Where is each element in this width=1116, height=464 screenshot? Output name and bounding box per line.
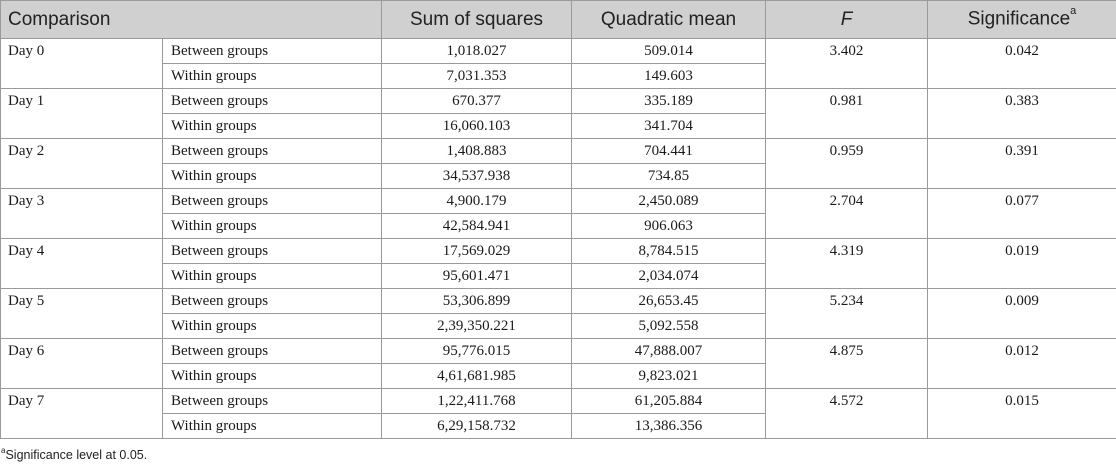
cell-significance: 0.383 bbox=[928, 89, 1116, 139]
cell-sum-of-squares: 6,29,158.732 bbox=[382, 414, 572, 439]
cell-f: 5.234 bbox=[766, 289, 928, 339]
cell-significance: 0.019 bbox=[928, 239, 1116, 289]
cell-quadratic-mean: 9,823.021 bbox=[572, 364, 766, 389]
header-significance-marker: a bbox=[1070, 5, 1077, 18]
cell-quadratic-mean: 704.441 bbox=[572, 139, 766, 164]
table-row-between bbox=[1, 289, 1116, 314]
footnote-text: Significance level at 0.05. bbox=[5, 448, 148, 463]
cell-quadratic-mean: 2,034.074 bbox=[572, 264, 766, 289]
table-footnote bbox=[1, 447, 147, 462]
cell-sum-of-squares: 95,776.015 bbox=[382, 339, 572, 364]
cell-sum-of-squares: 53,306.899 bbox=[382, 289, 572, 314]
cell-sum-of-squares: 1,018.027 bbox=[382, 39, 572, 64]
cell-group-between: Between groups bbox=[163, 89, 382, 114]
cell-quadratic-mean: 341.704 bbox=[572, 114, 766, 139]
cell-significance: 0.012 bbox=[928, 339, 1116, 389]
cell-significance: 0.391 bbox=[928, 139, 1116, 189]
cell-sum-of-squares: 4,61,681.985 bbox=[382, 364, 572, 389]
cell-group-between: Between groups bbox=[163, 139, 382, 164]
cell-day: Day 0 bbox=[1, 39, 163, 89]
cell-day: Day 6 bbox=[1, 339, 163, 389]
cell-quadratic-mean: 2,450.089 bbox=[572, 189, 766, 214]
header-sum-of-squares: Sum of squares bbox=[382, 1, 572, 39]
cell-group-within: Within groups bbox=[163, 264, 382, 289]
cell-f: 4.875 bbox=[766, 339, 928, 389]
cell-f: 2.704 bbox=[766, 189, 928, 239]
table-header bbox=[1, 1, 1116, 39]
header-quadratic-mean: Quadratic mean bbox=[572, 1, 766, 39]
cell-day: Day 7 bbox=[1, 389, 163, 439]
cell-significance: 0.015 bbox=[928, 389, 1116, 439]
cell-quadratic-mean: 5,092.558 bbox=[572, 314, 766, 339]
cell-f: 3.402 bbox=[766, 39, 928, 89]
cell-significance: 0.009 bbox=[928, 289, 1116, 339]
cell-significance: 0.077 bbox=[928, 189, 1116, 239]
cell-group-within: Within groups bbox=[163, 114, 382, 139]
cell-group-within: Within groups bbox=[163, 214, 382, 239]
cell-day: Day 3 bbox=[1, 189, 163, 239]
table-row-between bbox=[1, 139, 1116, 164]
cell-quadratic-mean: 26,653.45 bbox=[572, 289, 766, 314]
table-row-between bbox=[1, 339, 1116, 364]
cell-quadratic-mean: 13,386.356 bbox=[572, 414, 766, 439]
table-row-between bbox=[1, 389, 1116, 414]
cell-group-within: Within groups bbox=[163, 364, 382, 389]
cell-group-within: Within groups bbox=[163, 64, 382, 89]
table-row-between bbox=[1, 39, 1116, 64]
cell-quadratic-mean: 61,205.884 bbox=[572, 389, 766, 414]
cell-f: 0.959 bbox=[766, 139, 928, 189]
cell-sum-of-squares: 34,537.938 bbox=[382, 164, 572, 189]
table-row-between bbox=[1, 189, 1116, 214]
footnote-marker: a bbox=[1, 446, 6, 455]
cell-quadratic-mean: 906.063 bbox=[572, 214, 766, 239]
cell-sum-of-squares: 670.377 bbox=[382, 89, 572, 114]
cell-quadratic-mean: 8,784.515 bbox=[572, 239, 766, 264]
cell-sum-of-squares: 1,408.883 bbox=[382, 139, 572, 164]
table-body bbox=[1, 39, 1116, 439]
header-f: F bbox=[766, 1, 928, 39]
cell-quadratic-mean: 734.85 bbox=[572, 164, 766, 189]
table-row-between bbox=[1, 89, 1116, 114]
cell-day: Day 2 bbox=[1, 139, 163, 189]
header-significance-label: Significance bbox=[967, 8, 1071, 30]
cell-day: Day 4 bbox=[1, 239, 163, 289]
header-significance bbox=[928, 1, 1116, 39]
cell-sum-of-squares: 1,22,411.768 bbox=[382, 389, 572, 414]
cell-sum-of-squares: 17,569.029 bbox=[382, 239, 572, 264]
cell-group-between: Between groups bbox=[163, 339, 382, 364]
cell-group-between: Between groups bbox=[163, 189, 382, 214]
cell-sum-of-squares: 4,900.179 bbox=[382, 189, 572, 214]
cell-f: 0.981 bbox=[766, 89, 928, 139]
cell-significance: 0.042 bbox=[928, 39, 1116, 89]
cell-sum-of-squares: 42,584.941 bbox=[382, 214, 572, 239]
cell-sum-of-squares: 16,060.103 bbox=[382, 114, 572, 139]
cell-sum-of-squares: 7,031.353 bbox=[382, 64, 572, 89]
cell-day: Day 1 bbox=[1, 89, 163, 139]
table-row-between bbox=[1, 239, 1116, 264]
cell-group-between: Between groups bbox=[163, 39, 382, 64]
header-comparison: Comparison bbox=[1, 1, 382, 39]
cell-quadratic-mean: 47,888.007 bbox=[572, 339, 766, 364]
cell-group-within: Within groups bbox=[163, 414, 382, 439]
cell-quadratic-mean: 335.189 bbox=[572, 89, 766, 114]
cell-quadratic-mean: 509.014 bbox=[572, 39, 766, 64]
cell-group-within: Within groups bbox=[163, 314, 382, 339]
cell-sum-of-squares: 95,601.471 bbox=[382, 264, 572, 289]
cell-group-between: Between groups bbox=[163, 389, 382, 414]
cell-group-between: Between groups bbox=[163, 239, 382, 264]
cell-sum-of-squares: 2,39,350.221 bbox=[382, 314, 572, 339]
cell-quadratic-mean: 149.603 bbox=[572, 64, 766, 89]
cell-group-within: Within groups bbox=[163, 164, 382, 189]
cell-group-between: Between groups bbox=[163, 289, 382, 314]
cell-f: 4.319 bbox=[766, 239, 928, 289]
cell-day: Day 5 bbox=[1, 289, 163, 339]
cell-f: 4.572 bbox=[766, 389, 928, 439]
header-row bbox=[1, 1, 1116, 39]
